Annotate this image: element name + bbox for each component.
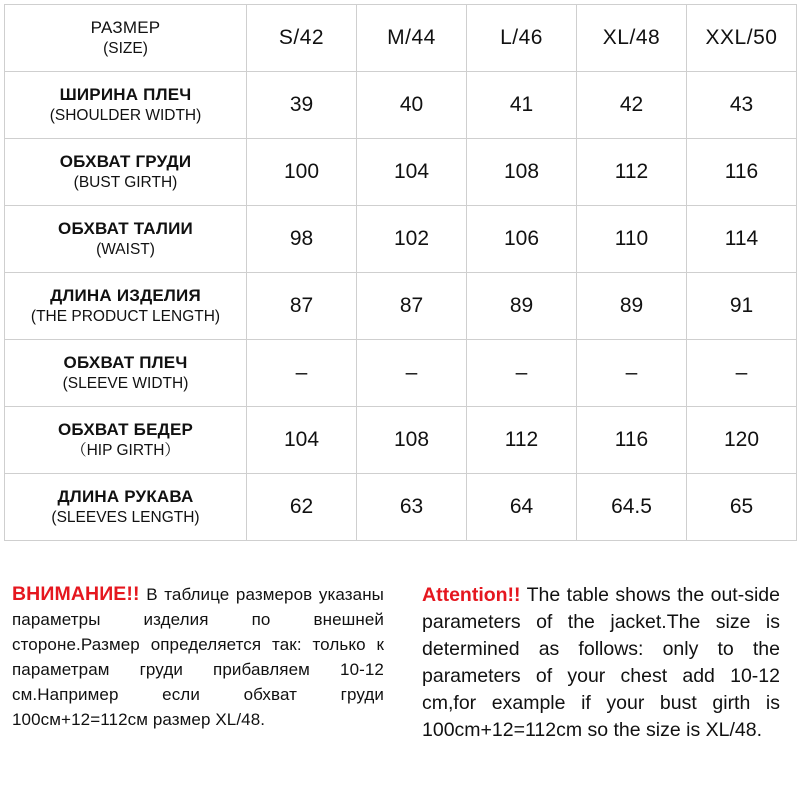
table-cell: 110	[577, 206, 687, 273]
table-cell: 108	[357, 407, 467, 474]
table-cell: 104	[357, 139, 467, 206]
table-cell: 65	[687, 474, 797, 541]
table-cell: 112	[577, 139, 687, 206]
table-cell: 104	[247, 407, 357, 474]
table-cell: 98	[247, 206, 357, 273]
row-label-main: ОБХВАТ БЕДЕР	[57, 420, 194, 439]
table-cell: 41	[467, 72, 577, 139]
note-russian	[12, 582, 384, 732]
table-cell: 64.5	[577, 474, 687, 541]
table-cell: 116	[687, 139, 797, 206]
table-cell: 91	[687, 273, 797, 340]
row-label-cell	[5, 407, 247, 474]
table-cell: 89	[467, 273, 577, 340]
table-cell: 63	[357, 474, 467, 541]
size-header-s: S/42	[247, 5, 357, 72]
row-label-sub: (SLEEVES LENGTH)	[51, 509, 200, 526]
note-text-en: The table shows the out-side parameters of the jacket.The size is determined as follows: only to the parameters of your chest add 10-12 cm,for example if your bust girth is 100cm+12=112cm so the size is XL/48.	[422, 584, 780, 741]
row-label-sub: (THE PRODUCT LENGTH)	[30, 308, 221, 325]
table-cell: 89	[577, 273, 687, 340]
row-label-sub: （HIP GIRTH）	[71, 442, 180, 459]
table-cell: 116	[577, 407, 687, 474]
table-cell: 106	[467, 206, 577, 273]
table-row	[5, 273, 797, 340]
table-cell: 40	[357, 72, 467, 139]
table-row	[5, 407, 797, 474]
row-label-sub: (BUST GIRTH)	[73, 174, 178, 191]
table-cell: 100	[247, 139, 357, 206]
table-cell: 108	[467, 139, 577, 206]
table-cell: 39	[247, 72, 357, 139]
row-label-cell	[5, 340, 247, 407]
row-label-cell	[5, 206, 247, 273]
row-label-cell	[5, 273, 247, 340]
size-chart-table	[4, 4, 797, 541]
row-label-main: ДЛИНА ИЗДЕЛИЯ	[50, 286, 201, 305]
row-label-main: ОБХВАТ ПЛЕЧ	[63, 353, 188, 372]
table-row	[5, 474, 797, 541]
header-label-sub: (SIZE)	[103, 40, 148, 57]
table-cell: 62	[247, 474, 357, 541]
table-cell: 87	[247, 273, 357, 340]
table-cell: 87	[357, 273, 467, 340]
warning-label-ru: ВНИМАНИЕ!!	[12, 583, 140, 605]
header-row	[5, 5, 797, 72]
table-cell: 112	[467, 407, 577, 474]
table-cell: –	[687, 340, 797, 407]
note-english	[422, 582, 780, 744]
header-label-main: РАЗМЕР	[90, 18, 161, 37]
row-label-main: ОБХВАТ ГРУДИ	[59, 152, 192, 171]
row-label-sub: (SHOULDER WIDTH)	[49, 107, 202, 124]
note-text-ru: В таблице размеров указаны параметры изделия по внешней стороне.Размер определяется так: только к параметрам груди прибавляем 10-12 см.Например если обхват груди 100см+12=112см размер XL/48.	[12, 585, 384, 729]
row-label-main: ШИРИНА ПЛЕЧ	[59, 85, 192, 104]
header-label-cell	[5, 5, 247, 72]
table-cell: 43	[687, 72, 797, 139]
table-cell: 64	[467, 474, 577, 541]
row-label-main: ДЛИНА РУКАВА	[57, 487, 194, 506]
row-label-cell	[5, 139, 247, 206]
table-cell: 120	[687, 407, 797, 474]
row-label-sub: (WAIST)	[96, 241, 155, 258]
row-label-cell	[5, 474, 247, 541]
table-cell: 102	[357, 206, 467, 273]
size-header-xxl: XXL/50	[687, 5, 797, 72]
row-label-sub: (SLEEVE WIDTH)	[62, 375, 189, 392]
table-cell: –	[357, 340, 467, 407]
table-cell: 114	[687, 206, 797, 273]
size-header-l: L/46	[467, 5, 577, 72]
size-header-m: M/44	[357, 5, 467, 72]
table-row	[5, 139, 797, 206]
notes-section	[0, 582, 800, 800]
table-row	[5, 340, 797, 407]
warning-label-en: Attention!!	[422, 584, 521, 606]
table-row	[5, 72, 797, 139]
size-header-xl: XL/48	[577, 5, 687, 72]
row-label-main: ОБХВАТ ТАЛИИ	[58, 219, 193, 238]
table-cell: –	[467, 340, 577, 407]
table-cell: –	[577, 340, 687, 407]
table-cell: 42	[577, 72, 687, 139]
table-cell: –	[247, 340, 357, 407]
table-row	[5, 206, 797, 273]
row-label-cell	[5, 72, 247, 139]
